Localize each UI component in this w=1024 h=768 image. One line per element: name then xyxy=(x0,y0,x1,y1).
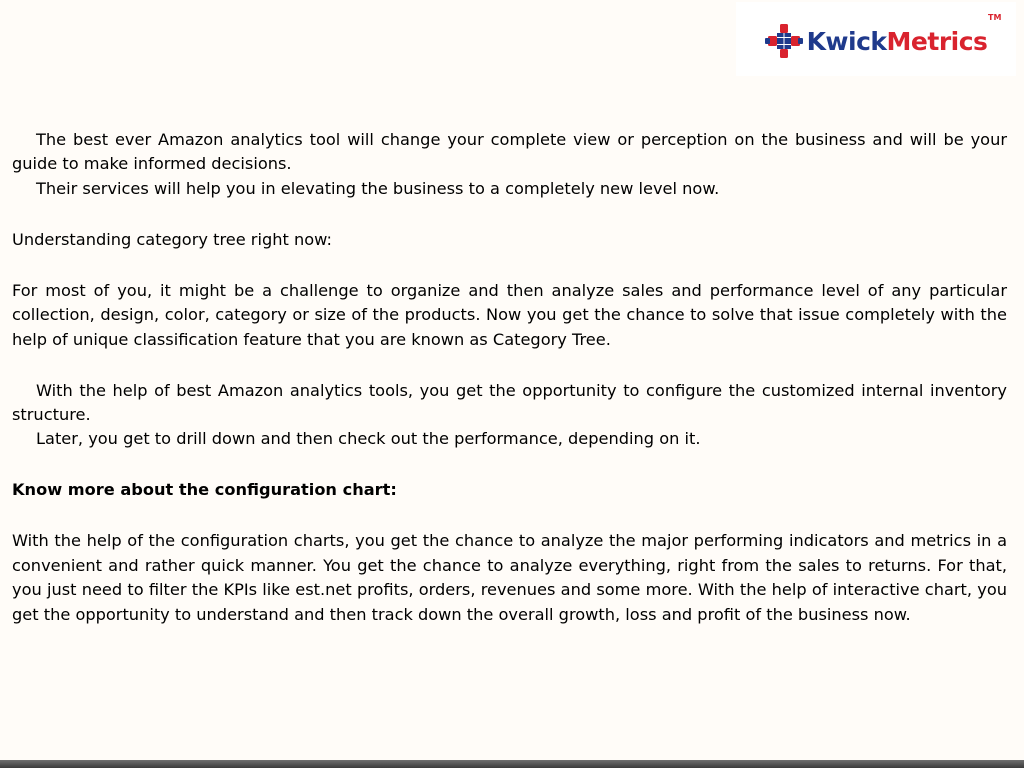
paragraph-inventory-line-2: Later, you get to drill down and then check out the performance, depending on it. xyxy=(36,429,701,449)
paragraph-configuration-chart: With the help of the configuration charts, you get the chance to analyze the major performing indicators and metrics in a convenient and rather quick manner. You get the chance to analyze everything, right from the sales to returns. For that, you just need to filter the KPIs like est.net profits, orders, revenues and some more. With the help of interactive chart, you get the opportunity to understand and then track down the overall growth, loss and profit of the business now. xyxy=(12,531,1007,624)
puzzle-cross-logo-icon xyxy=(765,23,803,59)
paragraph-category-tree: For most of you, it might be a challenge to organize and then analyze sales and performance level of any particular collection, design, color, category or size of the products. Now you get the chance to solve that issue completely with the help of unique classification feature that you are known as Category Tree. xyxy=(12,280,1007,349)
logo-wordmark xyxy=(806,26,988,56)
bottom-bar xyxy=(0,760,1024,768)
spacer xyxy=(12,503,1007,530)
intro-line-2: Their services will help you in elevating the business to a completely new level now. xyxy=(36,178,720,198)
trademark-symbol: TM xyxy=(988,13,1002,22)
logo xyxy=(765,13,1002,59)
heading-configuration-chart: Know more about the configuration chart: xyxy=(12,480,397,500)
spacer xyxy=(12,352,1007,379)
intro-line-1: The best ever Amazon analytics tool will change your complete view or perception on the business and will be your guide to make informed decisions. xyxy=(12,130,1007,174)
article-body xyxy=(12,128,1007,627)
heading-category-tree: Understanding category tree right now: xyxy=(12,229,332,249)
spacer xyxy=(12,201,1007,228)
logo-box xyxy=(736,2,1016,76)
logo-text-kwick: Kwick xyxy=(806,26,887,56)
paragraph-inventory-line-1: With the help of best Amazon analytics tools, you get the opportunity to configure the customized internal inventory structure. xyxy=(12,380,1007,425)
spacer xyxy=(12,252,1007,279)
logo-text-metrics: Metrics xyxy=(886,26,988,56)
spacer xyxy=(12,452,1007,479)
